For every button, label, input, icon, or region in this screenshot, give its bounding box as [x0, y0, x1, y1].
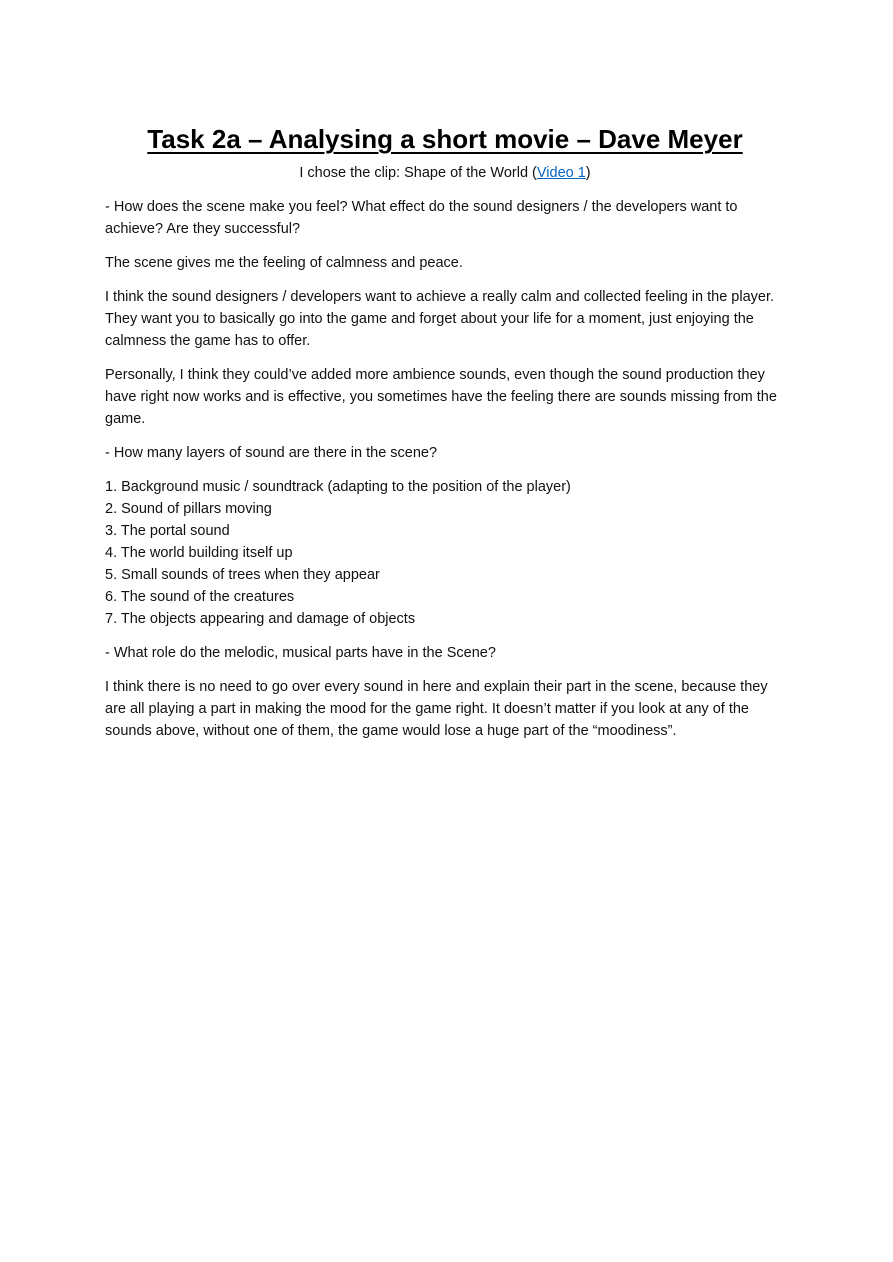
- subtitle-prefix-text: I chose the clip: Shape of the World (: [299, 165, 537, 182]
- answer-ambience-paragraph: Personally, I think they could’ve added more ambience sounds, even though the sound production they have right now works and is effective, you sometimes have the feeling there are sounds missing from the game.: [105, 367, 777, 428]
- list-item-4: 4. The world building itself up: [105, 545, 293, 562]
- subtitle-suffix-text: ): [585, 165, 591, 182]
- question-sound-layers: - How many layers of sound are there in the scene?: [105, 445, 438, 462]
- list-item-1: 1. Background music / soundtrack (adapting to the position of the player): [105, 479, 571, 496]
- document-title: Task 2a – Analysing a short movie – Dave Meyer: [147, 124, 743, 154]
- video-1-link[interactable]: Video 1: [536, 165, 586, 182]
- list-item-5: 5. Small sounds of trees when they appear: [105, 567, 380, 584]
- answer-feeling-paragraph: The scene gives me the feeling of calmness and peace.: [105, 255, 463, 272]
- list-item-3: 3. The portal sound: [105, 523, 230, 540]
- list-item-2: 2. Sound of pillars moving: [105, 501, 272, 518]
- sound-layers-list: [105, 476, 785, 630]
- question-melodic-parts: - What role do the melodic, musical parts have in the Scene?: [105, 645, 496, 662]
- list-item-7: 7. The objects appearing and damage of objects: [105, 611, 416, 628]
- answer-melodic-parts-paragraph: I think there is no need to go over every sound in here and explain their part in the scene, because they are all playing a part in making the mood for the game right. It doesn’t matter if you look at any of the sounds above, without one of them, the game would lose a huge part of the “moodiness”.: [105, 679, 768, 740]
- question-how-does-scene-feel: - How does the scene make you feel? What effect do the sound designers / the developers want to achieve? Are they successful?: [105, 199, 738, 238]
- list-item-6: 6. The sound of the creatures: [105, 589, 295, 606]
- subtitle: [105, 162, 785, 184]
- answer-designers-intent-paragraph: I think the sound designers / developers want to achieve a really calm and collected feeling in the player. They want you to basically go into the game and forget about your life for a moment, just enjoying the calmness the game has to offer.: [105, 289, 775, 350]
